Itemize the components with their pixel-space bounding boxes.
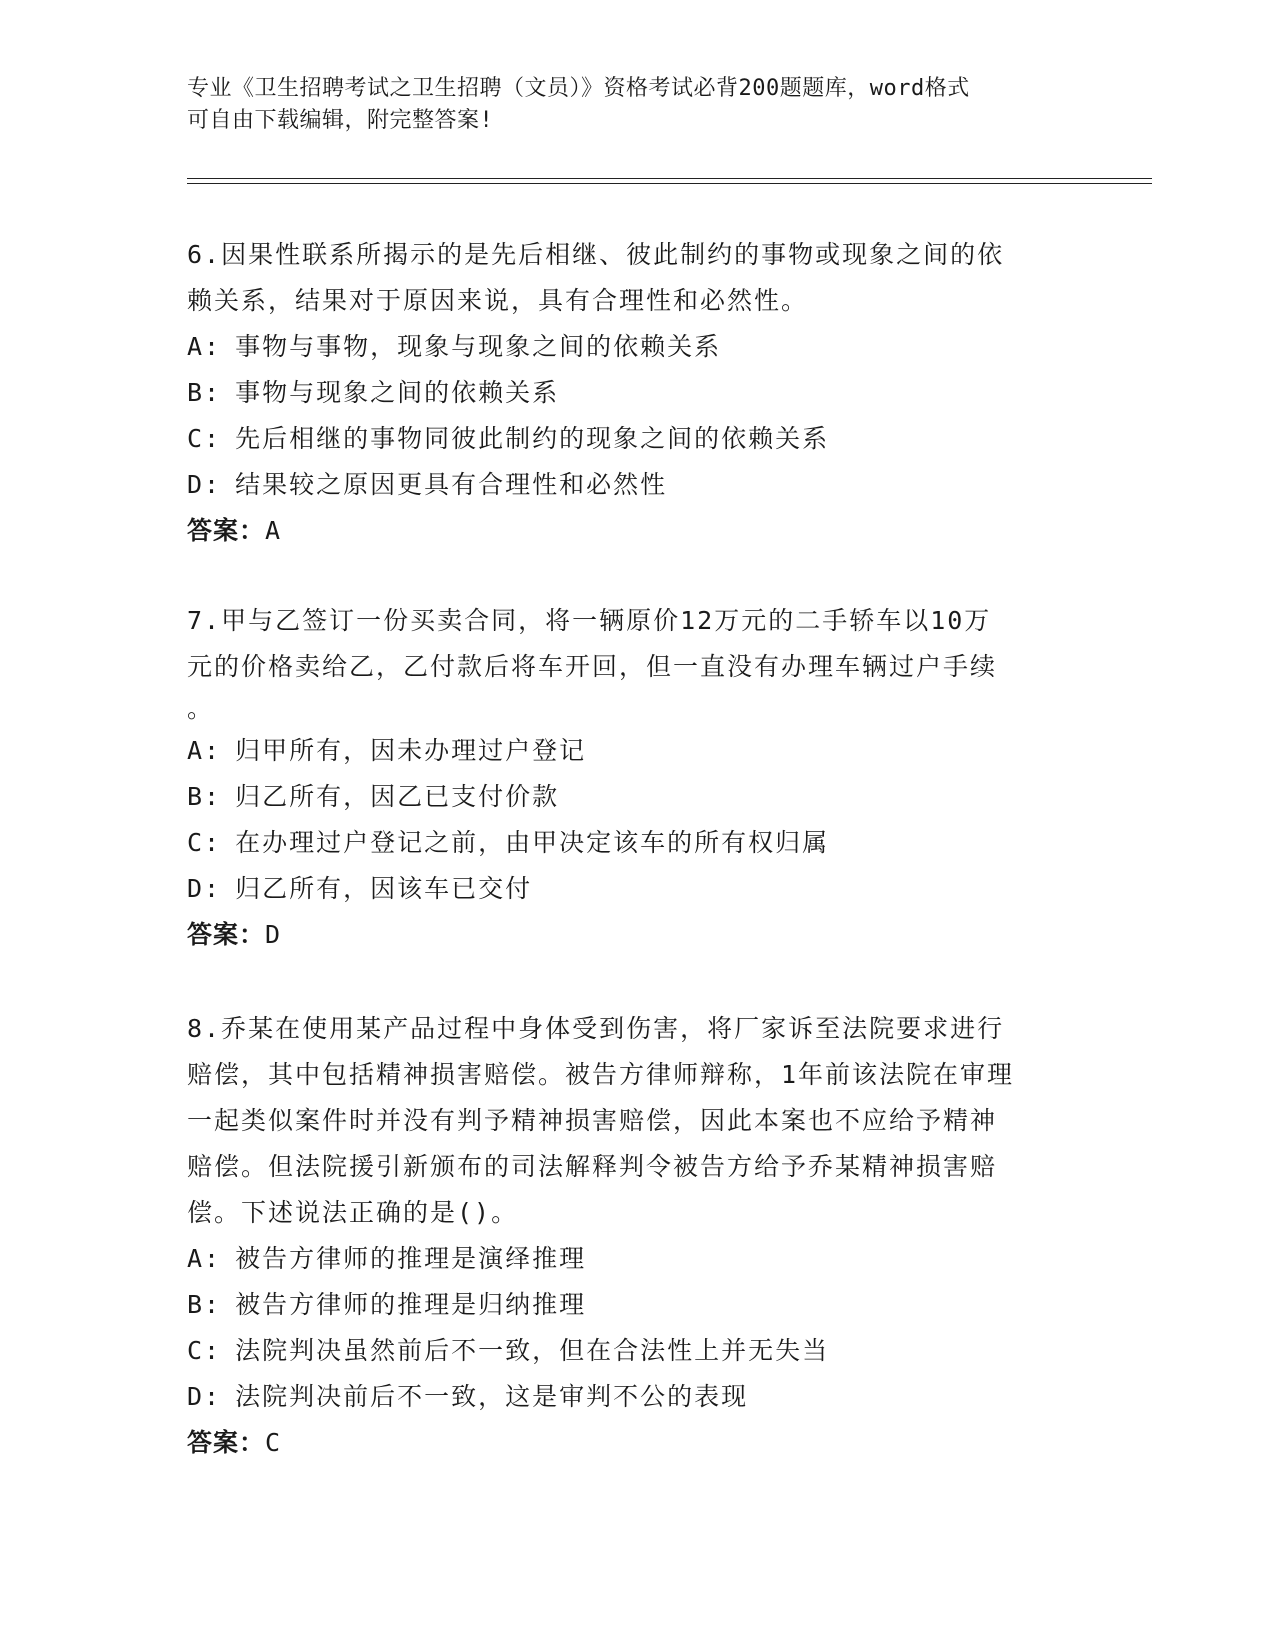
option-b [187, 774, 1087, 820]
question-stem-line: 6.因果性联系所揭示的是先后相继、彼此制约的事物或现象之间的依 [187, 240, 1005, 269]
option-d [187, 866, 1087, 912]
option-text: 法院判决虽然前后不一致，但在合法性上并无失当 [235, 1336, 830, 1365]
option-text: 法院判决前后不一致，这是审判不公的表现 [235, 1382, 749, 1411]
option-key: D: [187, 470, 222, 499]
option-c [187, 1328, 1087, 1374]
header-line-1: 专业《卫生招聘考试之卫生招聘（文员）》资格考试必背200题题库，word格式 [187, 76, 970, 101]
option-key: B: [187, 1290, 222, 1319]
question-7 [187, 598, 1087, 958]
option-text: 归乙所有，因该车已交付 [235, 874, 533, 903]
option-text: 被告方律师的推理是演绎推理 [235, 1244, 587, 1273]
option-d [187, 1374, 1087, 1420]
question-stem-line: 一起类似案件时并没有判予精神损害赔偿，因此本案也不应给予精神 [187, 1106, 998, 1135]
document-header [187, 73, 1087, 137]
question-6 [187, 232, 1087, 554]
option-key: D: [187, 874, 222, 903]
option-b [187, 1282, 1087, 1328]
question-stem-line: 赔偿。但法院援引新颁布的司法解释判令被告方给予乔某精神损害赔 [187, 1152, 998, 1181]
option-key: B: [187, 782, 222, 811]
option-key: D: [187, 1382, 222, 1411]
option-key: C: [187, 424, 222, 453]
question-stem-line: 赔偿，其中包括精神损害赔偿。被告方律师辩称，1年前该法院在审理 [187, 1060, 1015, 1089]
question-stem-line: 8.乔某在使用某产品过程中身体受到伤害，将厂家诉至法院要求进行 [187, 1014, 1005, 1043]
option-c [187, 820, 1087, 866]
option-text: 被告方律师的推理是归纳推理 [235, 1290, 587, 1319]
question-stem-line: 。 [187, 694, 215, 723]
option-text: 在办理过户登记之前，由甲决定该车的所有权归属 [235, 828, 830, 857]
option-text: 结果较之原因更具有合理性和必然性 [235, 470, 668, 499]
option-key: B: [187, 378, 222, 407]
answer-label: 答案： [187, 920, 266, 949]
header-line-2: 可自由下载编辑，附完整答案! [187, 108, 494, 133]
option-key: C: [187, 1336, 222, 1365]
header-divider-bottom [187, 183, 1152, 184]
question-stem-line: 元的价格卖给乙，乙付款后将车开回，但一直没有办理车辆过户手续 [187, 652, 998, 681]
option-key: A: [187, 736, 222, 765]
option-key: C: [187, 828, 222, 857]
answer-value: A [265, 516, 282, 545]
answer-value: D [265, 920, 282, 949]
option-b [187, 370, 1087, 416]
option-a [187, 324, 1087, 370]
question-8 [187, 1006, 1087, 1466]
option-text: 事物与现象之间的依赖关系 [235, 378, 560, 407]
question-stem-line: 偿。下述说法正确的是()。 [187, 1198, 519, 1227]
option-text: 先后相继的事物同彼此制约的现象之间的依赖关系 [235, 424, 830, 453]
option-text: 归甲所有，因未办理过户登记 [235, 736, 587, 765]
option-a [187, 1236, 1087, 1282]
option-key: A: [187, 332, 222, 361]
option-text: 事物与事物，现象与现象之间的依赖关系 [235, 332, 722, 361]
answer-line [187, 912, 1087, 958]
question-stem-line: 赖关系，结果对于原因来说，具有合理性和必然性。 [187, 286, 809, 315]
answer-value: C [265, 1428, 282, 1457]
answer-line [187, 508, 1087, 554]
question-stem-line: 7.甲与乙签订一份买卖合同，将一辆原价12万元的二手轿车以10万 [187, 606, 992, 635]
option-d [187, 462, 1087, 508]
option-c [187, 416, 1087, 462]
answer-label: 答案： [187, 516, 266, 545]
option-a [187, 728, 1087, 774]
option-text: 归乙所有，因乙已支付价款 [235, 782, 560, 811]
header-divider-top [187, 178, 1152, 179]
option-key: A: [187, 1244, 222, 1273]
answer-line [187, 1420, 1087, 1466]
answer-label: 答案： [187, 1428, 266, 1457]
